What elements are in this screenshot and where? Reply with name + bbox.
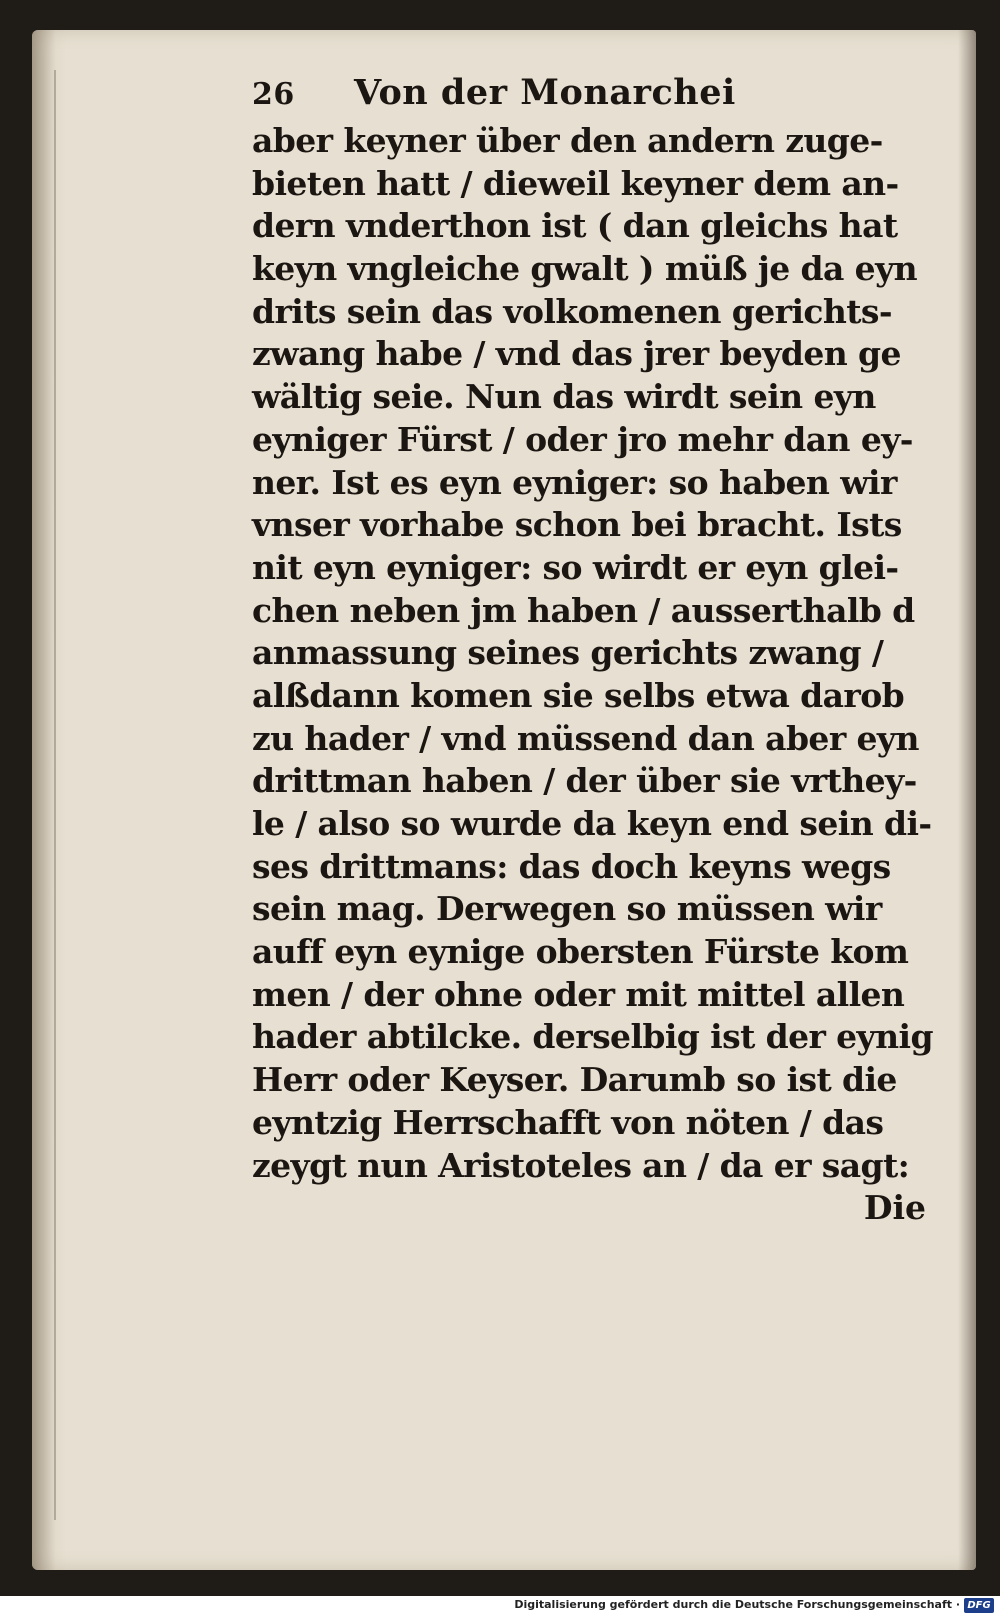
text-line: aber keyner über den andern zuge-	[252, 121, 883, 160]
text-line: auff eyn eynige obersten Fürste kom	[252, 932, 909, 972]
text-line: eyniger Fürst / oder jro mehr dan ey-	[252, 419, 913, 459]
text-line: zwang habe / vnd das jrer beyden ge	[252, 334, 901, 374]
text-line: bieten hatt / dieweil keyner dem an-	[252, 163, 899, 203]
digitization-footer	[0, 1596, 1000, 1616]
text-line: eyntzig Herrschafft von nöten / das	[252, 1102, 884, 1142]
text-line: nit eyn eyniger: so wirdt er eyn glei-	[252, 547, 899, 587]
text-line: zeygt nun Aristoteles an / da er sagt:	[252, 1145, 910, 1185]
funding-credit: Digitalisierung gefördert durch die Deutsche Forschungsgemeinschaft ·	[514, 1598, 960, 1611]
text-line: men / der ohne oder mit mittel allen	[252, 974, 905, 1014]
text-line: ner. Ist es eyn eyniger: so haben wir	[252, 462, 897, 502]
text-line: chen neben jm haben / ausserthalb d	[252, 590, 915, 630]
page-fore-edge	[958, 30, 976, 1570]
text-line: drittman haben / der über sie vrthey-	[252, 761, 917, 801]
text-line: dern vnderthon ist ( dan gleichs hat	[252, 206, 898, 246]
text-block	[252, 72, 932, 1229]
gutter-line	[54, 70, 56, 1520]
page-number: 26	[252, 77, 295, 112]
text-line: vnser vorhabe schon bei bracht. Ists	[252, 505, 902, 545]
running-head	[252, 72, 932, 120]
page-gutter	[32, 30, 66, 1570]
text-line: le / also so wurde da keyn end sein di-	[252, 804, 932, 843]
text-line: anmassung seines gerichts zwang /	[252, 633, 884, 673]
running-head-title: Von der Monarchei	[354, 72, 736, 113]
text-line: keyn vngleiche gwalt ) müß je da eyn	[252, 249, 918, 289]
text-line: wältig seie. Nun das wirdt sein eyn	[252, 377, 876, 417]
text-line: sein mag. Derwegen so müssen wir	[252, 889, 882, 929]
text-line: Herr oder Keyser. Darumb so ist die	[252, 1060, 897, 1100]
text-line: hader abtilcke. derselbig ist der eynig	[252, 1017, 933, 1057]
text-line: ses drittmans: das doch keyns wegs	[252, 846, 891, 886]
text-line: zu hader / vnd müssend dan aber eyn	[252, 718, 919, 758]
text-line: alßdann komen sie selbs etwa darob	[252, 675, 905, 715]
catchword: Die	[863, 1188, 926, 1228]
dfg-logo-icon: DFG	[964, 1598, 994, 1613]
text-line: drits sein das volkomenen gerichts-	[252, 291, 892, 331]
